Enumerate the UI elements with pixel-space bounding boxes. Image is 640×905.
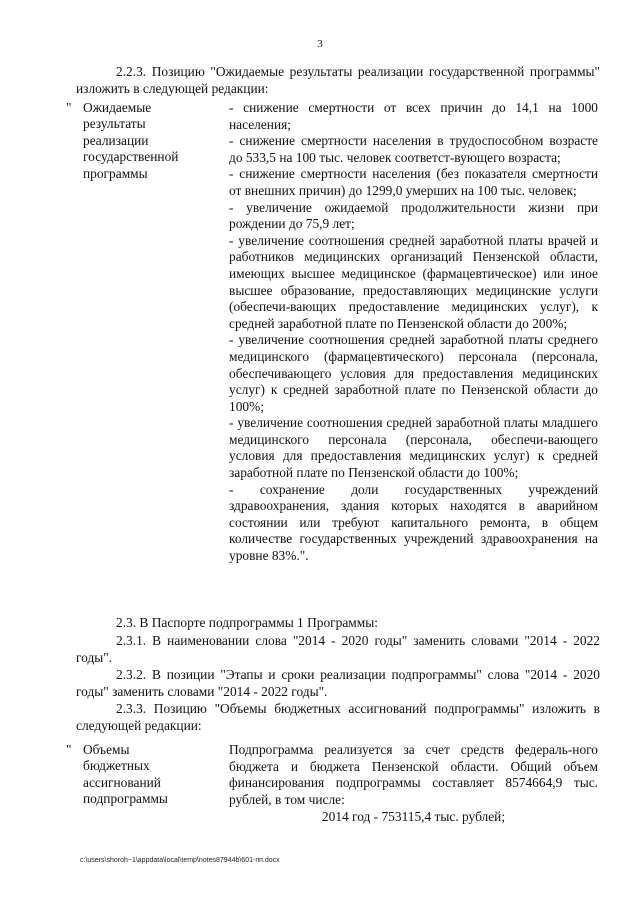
table1-open-quote: " xyxy=(66,100,72,115)
financing-year-line: 2014 год - 753115,4 тыс. рублей; xyxy=(321,809,506,824)
table1-right-cell xyxy=(229,100,598,565)
financing-text: Подпрограмма реализуется за счет средств федераль-ного бюджета и бюджета Пензенской области. Общий объем финансирования подпрограммы составляет 8574664,9 тыс. рублей, в том числе: xyxy=(229,742,598,807)
paragraph-2-2-3: 2.2.3. Позицию "Ожидаемые результаты реализации государственной программы" изложить в следующей редакции: xyxy=(76,64,600,96)
document-path-footer: c:\users\shoroh~1\appdata\local\temp\notes87944b\601-пп.docx xyxy=(80,857,280,864)
result-item: - снижение смертности населения в трудоспособном возрасте до 533,5 на 100 тыс. человек соответст-вующего возраста; xyxy=(229,133,598,165)
result-item: - снижение смертности населения (без показателя смертности от внешних причин) до 1299,0 умерших на 100 тыс. человек; xyxy=(229,166,598,198)
table1-left-line: реализации xyxy=(83,132,149,148)
result-item: - увеличение соотношения средней заработной платы среднего медицинского (фармацевтического) персонала (персонала, обеспечивающего условия для предоставления медицинских услуг) к средней заработной плате по Пензенской области до 100%; xyxy=(229,332,598,414)
page-number: 3 xyxy=(317,38,323,50)
table2-open-quote: " xyxy=(66,742,72,757)
table2-right-cell xyxy=(229,742,598,808)
paragraph-2-3: 2.3. В Паспорте подпрограммы 1 Программы: xyxy=(116,615,378,630)
table2-left-line: Объемы xyxy=(83,742,130,757)
result-item: - увеличение ожидаемой продолжительности жизни при рождении до 75,9 лет; xyxy=(229,199,598,232)
table2-left-line: подпрограммы xyxy=(83,791,168,807)
table1-left-line: Ожидаемые xyxy=(83,100,152,115)
result-item: - увеличение соотношения средней заработной платы младшего медицинского персонала (персонала, обеспечи-вающего условия для предоставления медицинских услуг) к средней заработной плате по Пензенской области до 100%; xyxy=(229,415,598,481)
paragraph-2-3-1: 2.3.1. В наименовании слова "2014 - 2020 годы" заменить словами "2014 - 2022 годы". xyxy=(76,633,600,665)
table1-left-cell xyxy=(83,100,223,182)
result-item: - увеличение соотношения средней заработной платы врачей и работников медицинских организаций Пензенской области, имеющих высшее медицинское (фармацевтическое) или иное высшее образование, предоставляющих медицинские услуги (обеспечи-вающих предоставление медицинских услуг), к средней заработной плате по Пензенской области до 200%; xyxy=(229,232,598,331)
table1-left-line: государственной xyxy=(83,149,179,165)
result-item: - сохранение доли государственных учреждений здравоохранения, здания которых находятся в аварийном состоянии или требуют капитального ремонта, в общем количестве государственных учреждений здравоохранения на уровне 83%.". xyxy=(229,481,598,564)
result-item: - снижение смертности от всех причин до 14,1 на 1000 населения; xyxy=(229,100,598,132)
paragraph-2-3-2: 2.3.2. В позиции "Этапы и сроки реализации подпрограммы" слова "2014 - 2020 годы" заменить словами "2014 - 2022 годы". xyxy=(76,667,600,699)
table2-left-line: бюджетных xyxy=(83,758,150,774)
table2-left-cell xyxy=(83,742,223,808)
table2-left-line: ассигнований xyxy=(83,774,161,790)
table1-left-line: результаты xyxy=(83,116,146,132)
paragraph-2-3-3: 2.3.3. Позицию "Объемы бюджетных ассигнований подпрограммы" изложить в следующей редакции: xyxy=(76,701,600,733)
table1-left-line: программы xyxy=(83,165,148,181)
